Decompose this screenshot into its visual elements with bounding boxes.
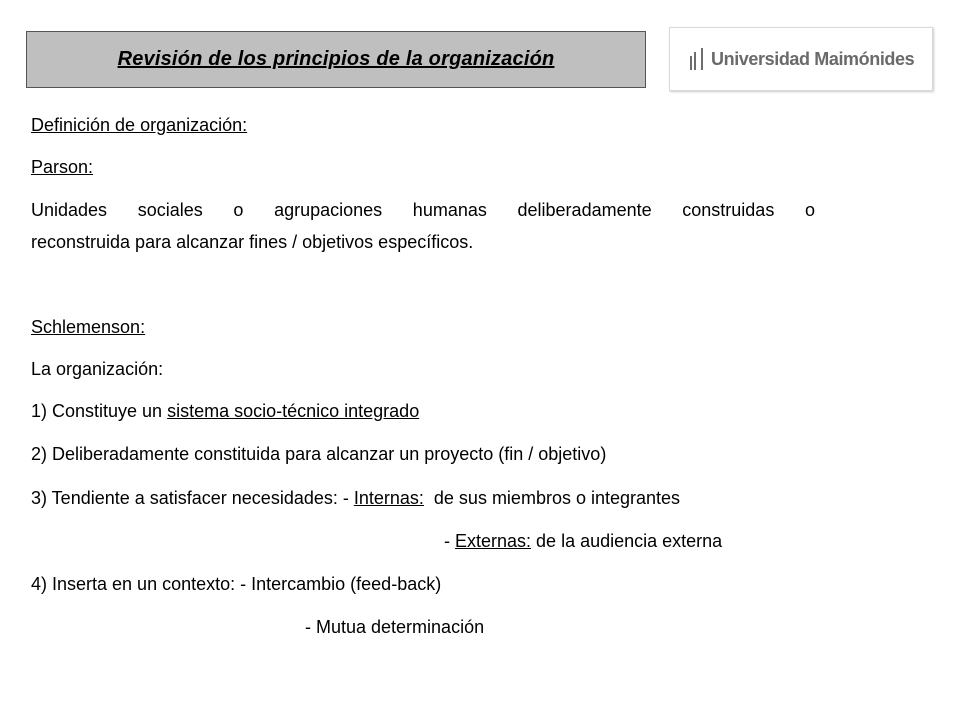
externas-dash: -: [444, 531, 455, 551]
list-item-3: [31, 487, 680, 509]
externas-label: Externas:: [455, 531, 532, 551]
definition-heading: Definición de organización:: [31, 115, 248, 135]
schlemenson-heading: Schlemenson:: [31, 317, 146, 337]
page-title: Revisión de los principios de la organización: [117, 48, 555, 70]
logo-text: Universidad Maimónides: [711, 48, 915, 69]
list-item-4-sub: - Mutua determinación: [305, 617, 485, 637]
internas-text: de sus miembros o integrantes: [423, 488, 681, 508]
list-item-1-text: 1) Constituye un: [31, 401, 168, 421]
list-item-1: [31, 400, 419, 422]
list-item-2: 2) Deliberadamente constituida para alcanzar un proyecto (fin / objetivo): [31, 444, 607, 464]
title-box: [26, 31, 646, 88]
externas-text: de la audiencia externa: [531, 531, 723, 551]
logo-mark-icon: [690, 48, 703, 70]
parson-definition-line-2: reconstruida para alcanzar fines / objetivos específicos.: [31, 232, 474, 252]
list-item-3-externas: [444, 530, 722, 552]
list-item-4: 4) Inserta en un contexto: - Intercambio (feed-back): [31, 574, 442, 594]
parson-heading: Parson:: [31, 157, 94, 177]
list-item-1-underlined: sistema socio-técnico integrado: [167, 401, 420, 421]
internas-label: Internas:: [353, 488, 424, 508]
parson-definition-line-1: Unidades sociales o agrupaciones humanas deliberadamente construidas o: [31, 200, 815, 220]
list-item-3-text: 3) Tendiente a satisfacer necesidades: -: [31, 488, 354, 508]
organization-intro: La organización:: [31, 359, 164, 379]
university-logo: [669, 27, 933, 91]
